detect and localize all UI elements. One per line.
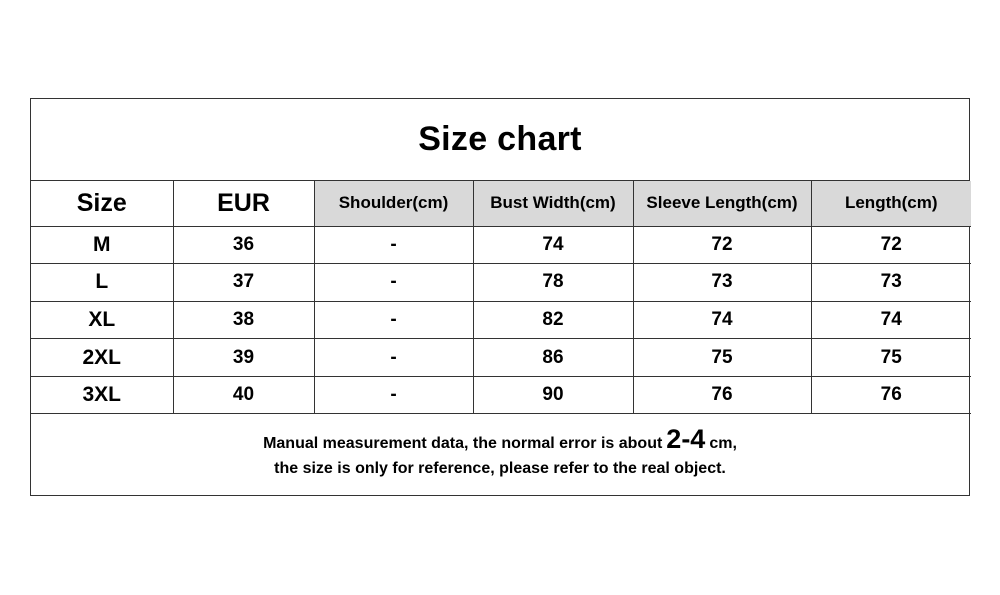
shoulder-cell: - (314, 301, 473, 339)
eur-cell: 38 (173, 301, 314, 339)
column-header-sleeve-length: Sleeve Length(cm) (633, 181, 811, 226)
table-row (31, 376, 971, 414)
shoulder-cell: - (314, 226, 473, 264)
length-cell: 73 (811, 264, 971, 302)
note-suffix: cm, (709, 435, 737, 453)
column-header-bust-width: Bust Width(cm) (473, 181, 633, 226)
header-row (31, 181, 971, 226)
size-chart (30, 98, 970, 496)
sleeve-cell: 74 (633, 301, 811, 339)
length-cell: 74 (811, 301, 971, 339)
size-cell: M (31, 226, 173, 264)
size-cell: 3XL (31, 376, 173, 414)
column-header-shoulder: Shoulder(cm) (314, 181, 473, 226)
table-row (31, 339, 971, 377)
title-row (31, 99, 969, 181)
size-cell: 2XL (31, 339, 173, 377)
length-cell: 76 (811, 376, 971, 414)
column-header-size: Size (31, 181, 173, 226)
sleeve-cell: 72 (633, 226, 811, 264)
note-prefix: Manual measurement data, the normal error is about (263, 435, 663, 453)
bust-cell: 74 (473, 226, 633, 264)
length-cell: 75 (811, 339, 971, 377)
bust-cell: 90 (473, 376, 633, 414)
shoulder-cell: - (314, 376, 473, 414)
sleeve-cell: 76 (633, 376, 811, 414)
sleeve-cell: 75 (633, 339, 811, 377)
length-cell: 72 (811, 226, 971, 264)
note-line-2: the size is only for reference, please refer to the real object. (274, 460, 726, 478)
eur-cell: 40 (173, 376, 314, 414)
shoulder-cell: - (314, 339, 473, 377)
table-row (31, 264, 971, 302)
bust-cell: 82 (473, 301, 633, 339)
bust-cell: 86 (473, 339, 633, 377)
eur-cell: 37 (173, 264, 314, 302)
eur-cell: 39 (173, 339, 314, 377)
note-error-range: 2-4 (666, 424, 706, 455)
eur-cell: 36 (173, 226, 314, 264)
chart-title: Size chart (418, 120, 582, 158)
shoulder-cell: - (314, 264, 473, 302)
note-line-1 (263, 424, 737, 456)
size-cell: XL (31, 301, 173, 339)
table-row (31, 301, 971, 339)
bust-cell: 78 (473, 264, 633, 302)
column-header-eur: EUR (173, 181, 314, 226)
column-header-length: Length(cm) (811, 181, 971, 226)
sleeve-cell: 73 (633, 264, 811, 302)
size-cell: L (31, 264, 173, 302)
table-row (31, 226, 971, 264)
size-table (31, 181, 971, 414)
measurement-note (31, 414, 969, 494)
